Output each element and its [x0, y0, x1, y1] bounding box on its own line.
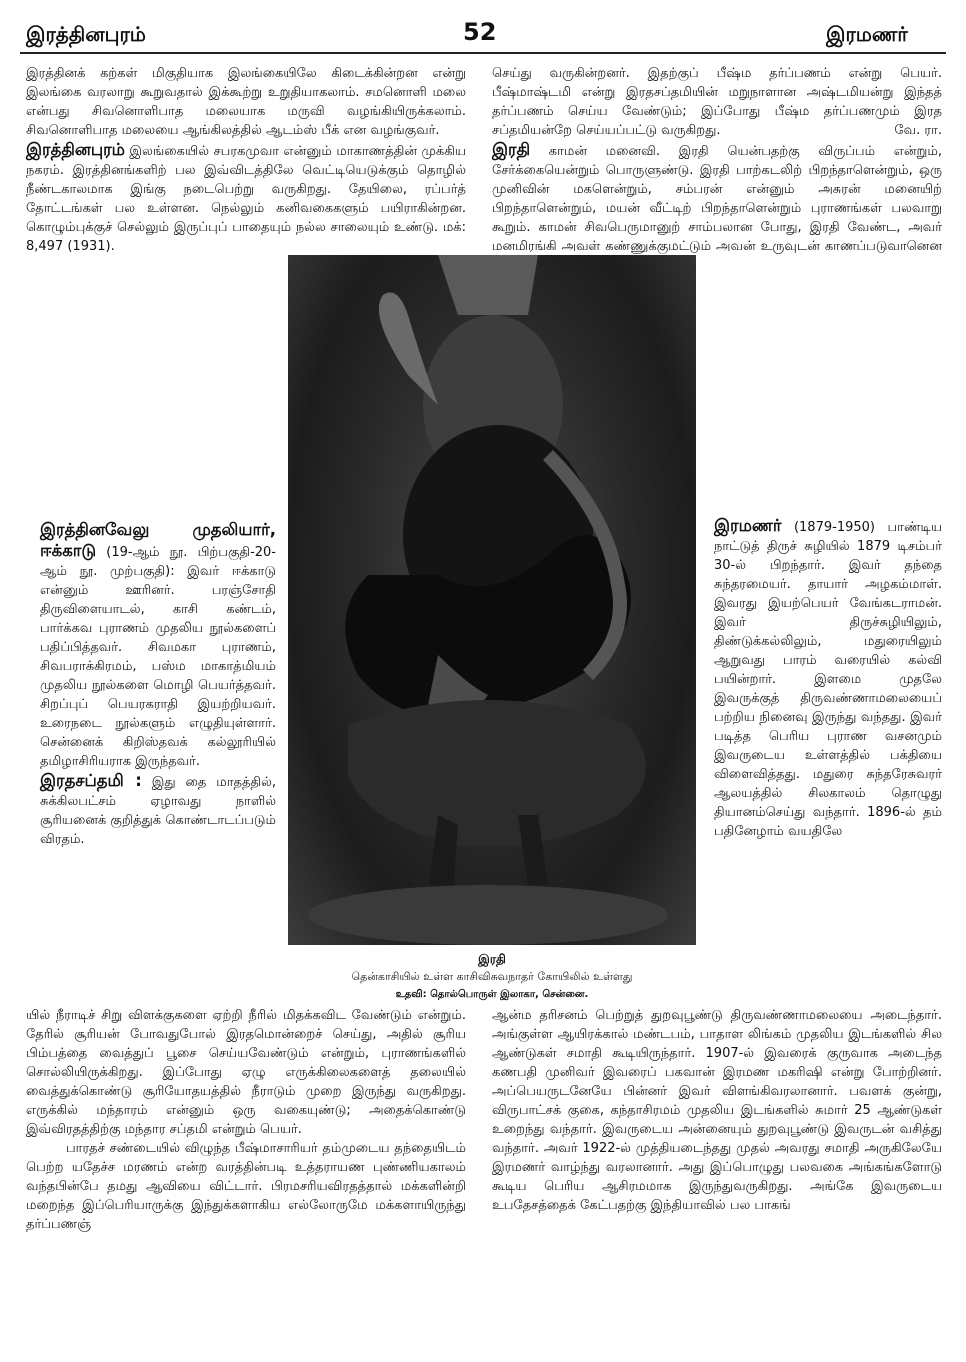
entry-heading-rati: இரதி [492, 140, 531, 159]
entry-ramanar [714, 516, 942, 841]
sculpture-illustration [288, 255, 696, 945]
entry-ratnapuram [26, 140, 466, 256]
entry-rathasaptami [40, 771, 276, 849]
entry-text-rati: காமன் மனைவி. இரதி யென்பதற்கு விருப்பம் என்றும், சேர்க்கையென்றும் பொருளுண்டு. இரதி பாற்கடலிற் பிறந்தாளென்றும், ஒரு முனிவின் மகளென்றும், சம்பரன் என்னும் அசுரன் மனையிற் பிறந்தாளென்றும், மயன் வீட்டிற் பிறந்தாளென்றும் புராணங்கள் பலவாறு கூறும். காமன் சிவபெருமானுற் சாம்பலான போது, இரதி வேண்ட, அவர் மனமிரங்கி அவள் கண்ணுக்குமட்டும் அவன் உருவுடன் காணப்படுவானென [492, 144, 942, 254]
entry-heading-rathasaptami: இரதசப்தமி : [40, 771, 142, 790]
entry-heading-ratnavelu: இரத்தினவேலு முதலியார், ஈக்காடு [40, 520, 276, 560]
header-rule [20, 52, 946, 54]
entry-text-ramanar: பாண்டிய நாட்டுத் திருச் சுழியில் 1879 டிசம்பர் 30-ல் பிறந்தார். இவர் தந்தை சுந்தரமையர். தாயார் அழகம்மாள். இவரது இயற்பெயர் வேங்கடராமன். இவர் திருச்சுழியிலும், திண்டுக்கல்லிலும், மதுரையிலும் ஆறுவது பாரம் வரையில் கல்வி பயின்றார். இளமை முதலே இவருக்குத் திருவண்ணாமலையைப் பற்றிய நினைவு இருந்து வந்தது. இவர் படித்த பெரிய புராண வசனமும் இவருடைய உள்ளத்தில் பக்தியை விளைவித்தது. மதுரை சுந்தரேசுவரர் ஆலயத்தில் சிலகாலம் தொழுது தியானம்செய்து வந்தார். 1896-ல் தம் பதினேழாம் வயதிலே [714, 520, 942, 839]
figure-credit: உதவி: தொல்பொருள் இலாகா, சென்னை. [395, 989, 589, 1000]
paragraph-bhishma-tarpanam [492, 64, 942, 140]
entry-heading-ratnapuram: இரத்தினபுரம் [26, 140, 125, 159]
figure-caption-title: இரதி [478, 952, 506, 966]
paragraph-bhishma: பாரதச் சண்டையில் விழுந்த பீஷ்மாசாரியர் தம்முடைய தந்தையிடம் பெற்ற யதேச்ச மரணம் என்ற வரத்தின்படி உத்தராயண புண்ணியகாலம் வந்தபின்பே தமது ஆவியை விட்டார். பிரமசரியவிரதத்தால் மக்களின்றி மறைந்த இப்பெரியாருக்கு இந்துக்களாகிய எல்லோருமே மக்களாயிருந்து தர்ப்பணஞ் [26, 1141, 466, 1232]
paragraph-ramana-ashram: ஆன்ம தரிசனம் பெற்றுத் துறவுபூண்டு திருவண்ணாமலையை அடைந்தார். அங்குள்ள ஆயிரக்கால் மண்டபம், பாதாள லிங்கம் முதலிய இடங்களில் சில ஆண்டுகள் சமாதி கூடியிருந்தார். 1907-ல் இவரைக் குருவாக அடைந்த கணபதி முனிவர் இவரைப் பகவான் இரமண மகரிஷி என்று போற்றினர். அப்பெயருடனேயே பின்னர் இவர் விளங்கிவரலானார். பவளக் குன்று, விருபாட்சக் குகை, கந்தாசிரமம் முதலிய இடங்களில் சுமார் 25 ஆண்டுகள் உறைந்து வந்தார். இவருடைய அன்னையும் துறவுபூண்டு இவருடன் வசித்து வந்தார். அவர் 1922-ல் முத்தியடைந்தது முதல் அவரது சமாதி அருகிலேயே இரமணர் வாழ்ந்து வரலானார். அது இப்பொழுது பலவகை அங்கங்களோடு கூடிய பெரிய ஆசிரமமாக இருந்துவருகிறது. அங்கே இவருடைய உபதேசத்தைக் கேட்பதற்கு இந்தியாவில் பல பாகங் [492, 1008, 942, 1213]
entry-heading-ramanar: இரமணர் [714, 516, 782, 535]
entry-text-ratnavelu: (19-ஆம் நூ. பிற்பகுதி-20-ஆம் நூ. முற்பகுதி): இவர் ஈக்காடு என்னும் ஊரினர். பரஞ்சோதி திருவிளையாடல், காசி கண்டம், பார்க்கவ புராணம் முதலிய நூல்களைப் பதிப்பித்தவர். சிவமகா புராணம், சிவபராக்கிரமம், பஸ்ம மாகாத்மியம் முதலிய நூல்களை மொழி பெயர்த்தவர். சிறப்புப் பெயரகராதி இயற்றியவர். உரைநடை நூல்களும் எழுதியுள்ளார். சென்னைக் கிறிஸ்தவக் கல்லூரியில் தமிழாசிரியராக இருந்தவர். [40, 545, 276, 769]
paragraph-ratnapura-intro: இரத்தினக் கற்கள் மிகுதியாக இலங்கையிலே கிடைக்கின்றன என்று இலங்கை வரலாறு கூறுவதால் இக்கூற்று உறுதியாகலாம். சமனொளி மலை என்பது சிவனொளிபாத மலையாக மருவி வழங்கியிருக்கலாம். சிவனொளிபாத மலையை ஆங்கிலத்தில் ஆடம்ஸ் பீக் என வழங்குவர். [26, 66, 466, 138]
right-column-bottom [492, 1006, 942, 1215]
left-column-narrow [40, 520, 276, 849]
entry-years-ramanar: (1879-1950) [793, 520, 875, 535]
paragraph-bhishma-text: செய்து வருகின்றனர். இதற்குப் பீஷ்ம தர்ப்பணம் என்று பெயர். பீஷ்மாஷ்டமி என்று இரதசப்தமியின் மறுநாளான அஷ்டமியன்று இந்தத் தர்ப்பணம் செய்ய வேண்டும்; இப்போது பீஷ்ம தர்ப்பணமும் இரத சப்தமியன்றே செய்யப்பட்டு வருகிறது. [492, 66, 942, 138]
entry-ratnavelu [40, 520, 276, 771]
page-number: 52 [463, 18, 497, 46]
right-column-narrow [714, 516, 942, 841]
author-signature: வே. ரா. [894, 123, 942, 138]
rati-sculpture-photo [288, 255, 696, 945]
entry-text-ratnapuram: இலங்கையில் சபரகமுவா என்னும் மாகாணத்தின் முக்கிய நகரம். இரத்தினங்களிற் பல இவ்விடத்திலே வெட்டியெடுக்கும் தொழில் நீண்டகாலமாக இங்கு நடைபெற்று வருகிறது. தேயிலை, ரப்பர்த் தோட்டங்கள் பல உள்ளன. நெல்லும் கனிவகைகளும் பயிராகின்றன. கொழும்புக்குச் செல்லும் இருப்புப் பாதையும் நல்ல சாலையும் உண்டு. மக்: 8,497 (1931). [26, 144, 466, 254]
running-header-right: இரமணர் [826, 22, 908, 46]
entry-text-rathasaptami: இது தை மாதத்தில், சுக்கிலபட்சம் ஏழாவது நாளில் சூரியனைக் குறித்துக் கொண்டாடப்படும் விரதம். [40, 775, 276, 847]
running-header-left: இரத்தினபுரம் [26, 22, 146, 46]
right-column-top [492, 64, 942, 275]
figure-caption-location: தென்காசியில் உள்ள காசிவிசுவநாதர் கோயிலில் உள்ளது [351, 970, 633, 983]
paragraph-saptami-rites: யில் நீராடிச் சிறு விளக்குகளை ஏற்றி நீரில் மிதக்கவிட வேண்டும் என்றும். தேரில் சூரியன் போவதுபோல் இரதமொன்றைச் செய்து, அதில் சூரிய பிம்பத்தை வைத்துப் பூசை செய்யவேண்டும் என்றும், புராணங்களில் சொல்லியிருக்கிறது. இப்போது ஏழு எருக்கிலைகளைத் தலையில் வைத்துக்கொண்டு சூரியோதயத்தில் நீராடும் முறை இருந்து வருகிறது. எருக்கில் மந்தாரம் என்னும் ஒரு வகையுண்டு; அதைக்கொண்டு இவ்விரதத்திற்கு மந்தார சப்தமி என்றும் பெயர். [26, 1008, 466, 1137]
left-column-top [26, 64, 466, 256]
left-column-bottom [26, 1006, 466, 1234]
